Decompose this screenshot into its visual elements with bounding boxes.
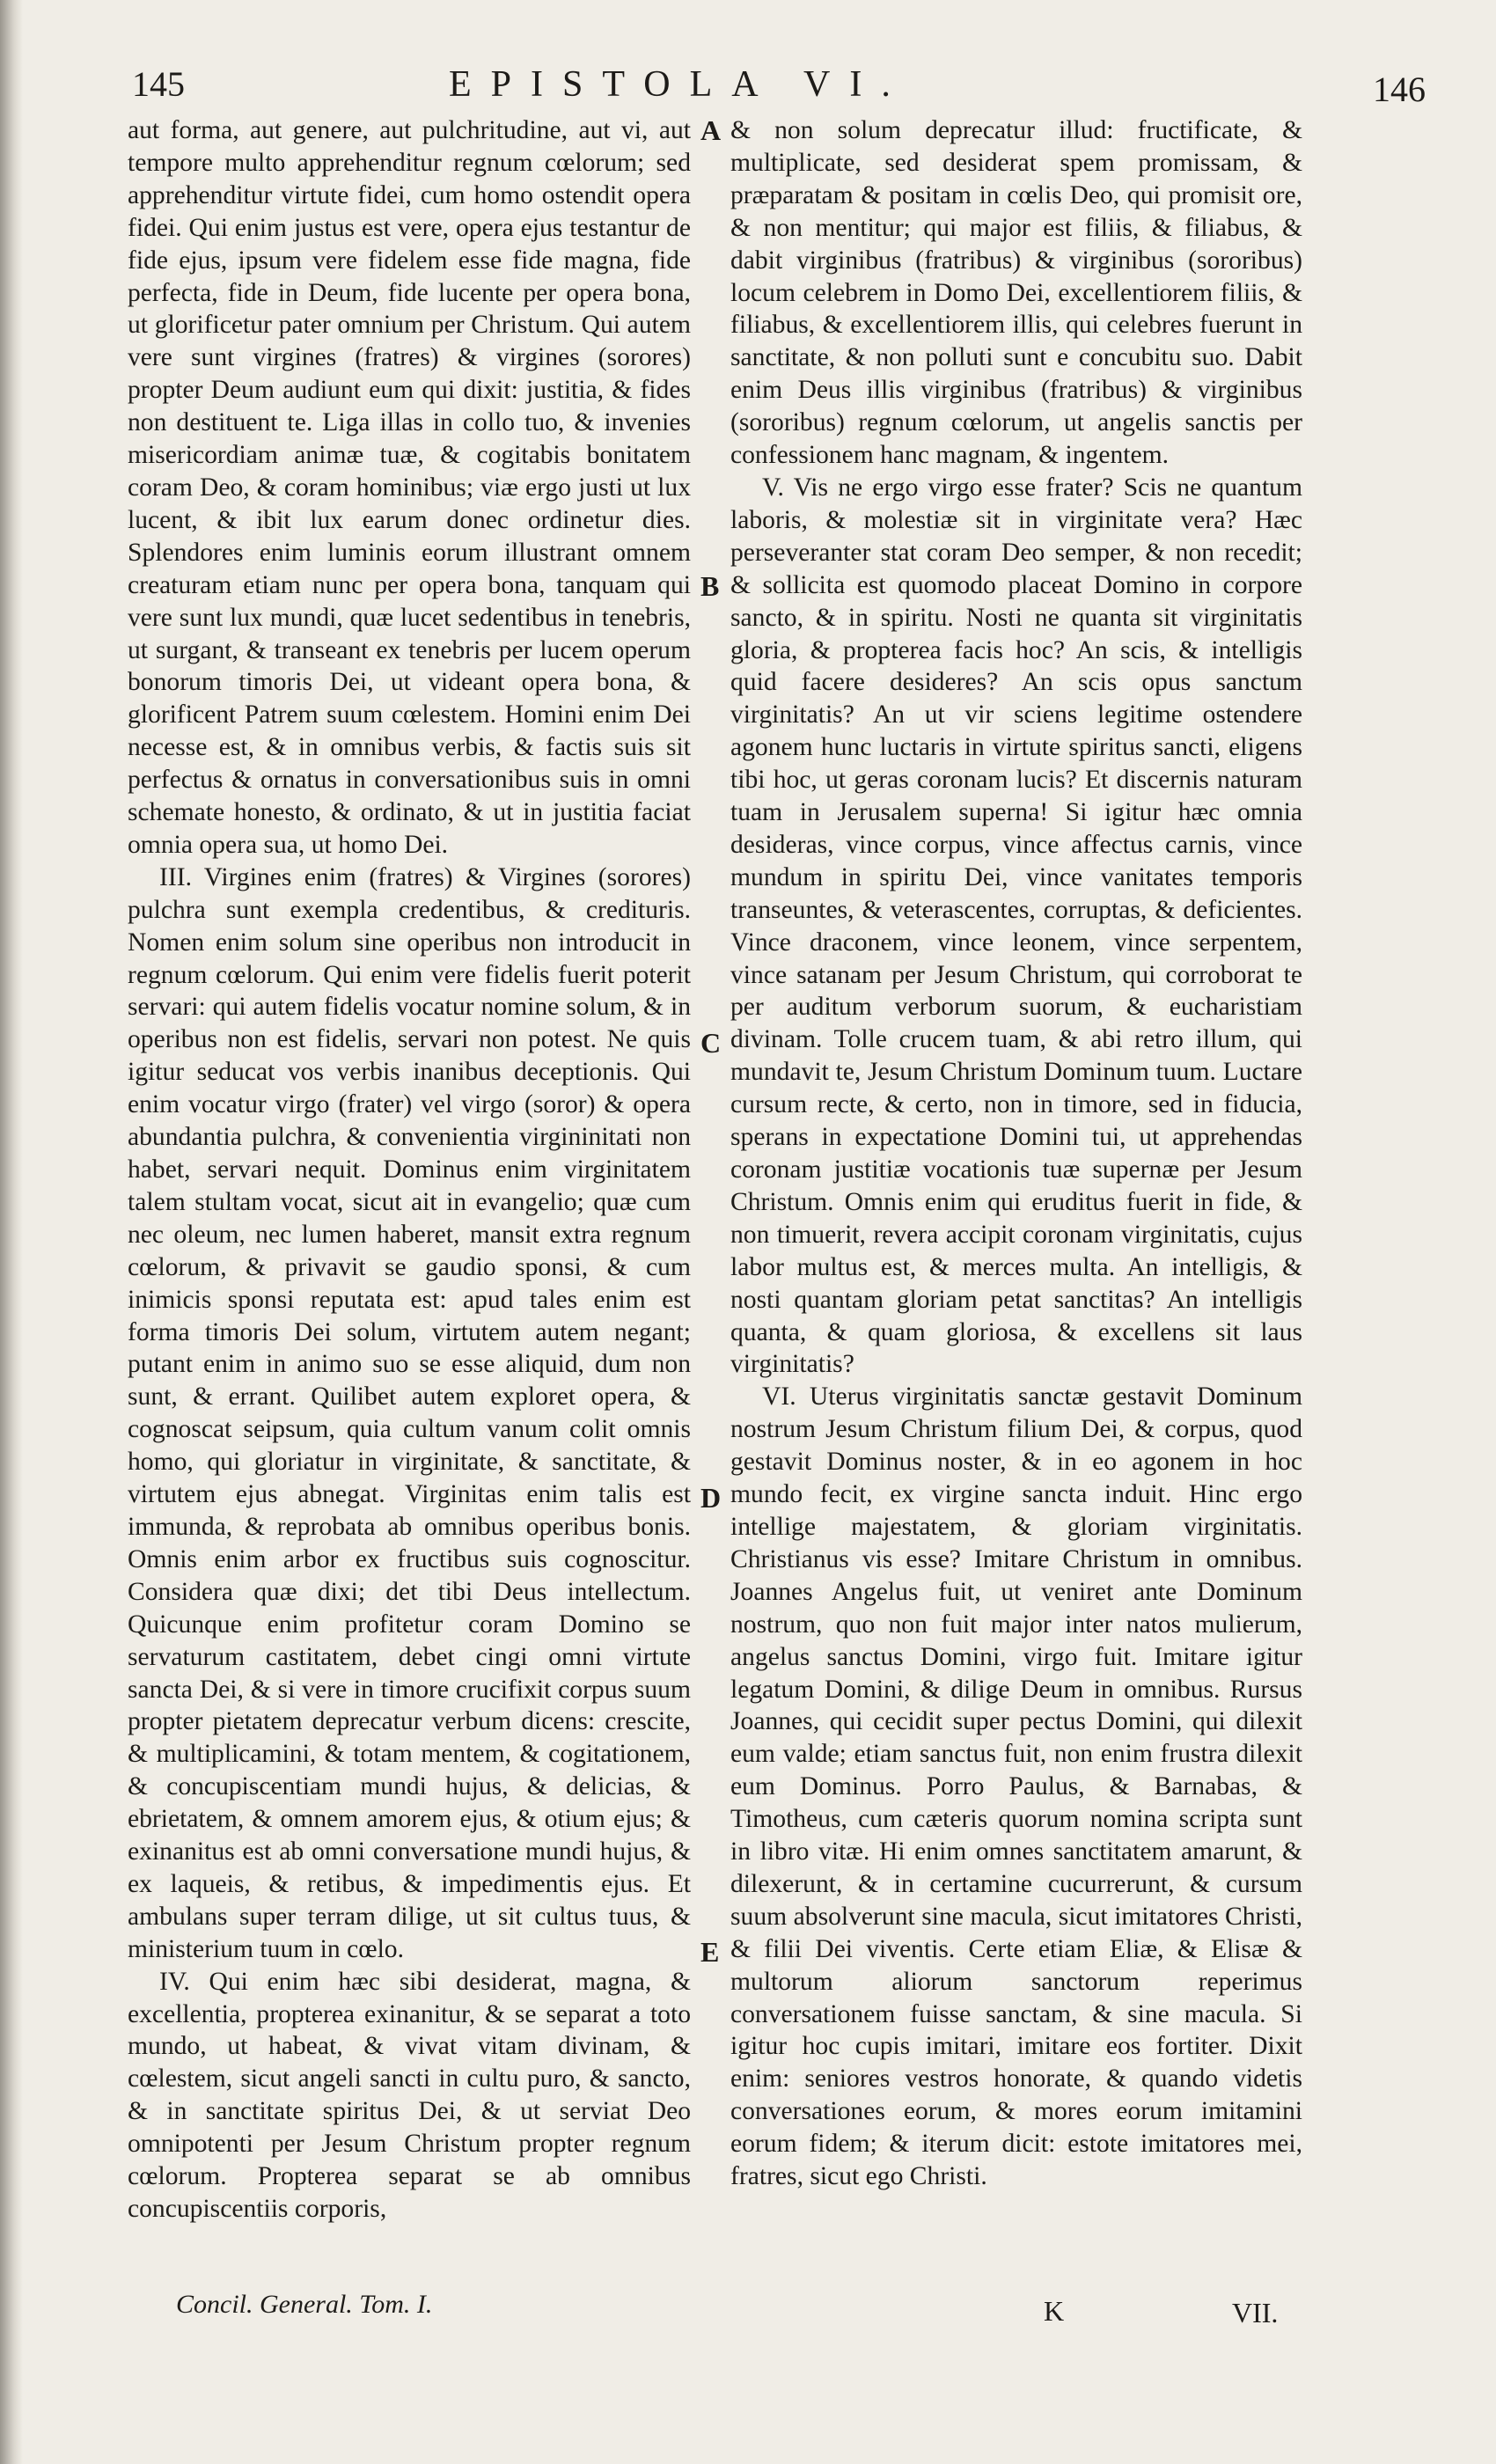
margin-letter-c: C — [700, 1027, 722, 1059]
paragraph-right-2: V. Vis ne ergo virgo esse frater? Scis ne quantum laboris, & molestiæ sit in virginitate vera? Hæc perseveranter stat coram Deo semper, & non recedit; & sollicita est quomodo placeat Domino in corpore sancto, & in spiritu. Nosti ne quanta sit virginitatis gloria, & propterea facis hoc? An scis, & intelligis quid facere desideres? An scis opus sanctum virginitatis? An ut vir sciens legitime ostendere agonem hunc luctaris in virtute spiritus sancti, eligens tibi hoc, ut geras coronam lucis? Et discernis naturam tuam in Jerusalem superna! Si igitur hæc omnia desideras, vince corpus, vince affectus carnis, vince mundum in spiritu Dei, vince vanitates temporis transeuntes, & veterascentes, corruptas, & deficientes. Vince draconem, vince leonem, vince serpentem, vince satanam per Jesum Christum, qui corroborat te per auditum verborum suorum, & eucharistiam divinam. Tolle crucem tuam, & abi retro illum, qui mundavit te, Jesum Christum Dominum tuum. Luctare cursum recte, & certo, non in timore, sed in fiducia, sperans in expectatione Domini tui, ut apprehendas coronam justitiæ vocationis tuæ supernæ per Jesum Christum. Omnis enim qui eruditus fuerit in fide, & non timuerit, revera accipit coronam virginitatis, cujus labor multus est, & merces multa. An intelligis, & nosti quantam gloriam petat sanctitas? An intelligis quanta, & quam gloriosa, & excellens sit laus virginitatis? — [730, 473, 1302, 1379]
paragraph-right-1: & non solum deprecatur illud: fructificate, & multiplicate, sed desiderat spem promissam, & præparatam & positam in cœlis Deo, qui promisit ore, & non mentitur; qui major est filiis, & filiabus, & dabit virginibus (fratribus) & virginibus (sororibus) locum celebrem in Domo Dei, excellentiorem filiis, & filiabus, & excellentiorem illis, qui celebres fuerunt in sanctitate, & non polluti sunt e concubitu suo. Dabit enim Deus illis virginibus (fratribus) & virginibus (sororibus) regnum cœlorum, ut angelis sanctis per confessionem hanc magnam, & ingentem. — [730, 116, 1302, 470]
margin-letter-a: A — [700, 114, 722, 146]
footer-source — [176, 2290, 432, 2320]
page-number-left: 145 — [132, 64, 185, 104]
page-number-right: 146 — [1373, 70, 1426, 109]
margin-letter-d: D — [700, 1482, 722, 1514]
paragraph-right-3: VI. Uterus virginitatis sanctæ gestavit Dominum nostrum Jesum Christum filium Dei, & corpus, quod gestavit Dominus noster, & in eo agonem in hoc mundo fecit, ex virgine sancta induit. Hinc ergo intellige majestatem, & gloriam virginitatis. Christianus vis esse? Imitare Christum in omnibus. Joannes Angelus fuit, ut veniret ante Dominum nostrum, quo non fuit major inter natos mulierum, angelus sanctus Domini, virgo fuit. Imitare igitur legatum Domini, & dilige Deum in omnibus. Rursus Joannes, qui cecidit super pectus Domini, qui dilexit eum valde; etiam sanctus fuit, non enim frustra dilexit eum Dominus. Porro Paulus, & Barnabas, & Timotheus, cum cæteris quorum nomina scripta sunt in libro vitæ. Hi enim omnes sanctitatem amarunt, & dilexerunt, & in certamine cucurrerunt, & cursum suum absolverunt sine macula, sicut imitatores Christi, & filii Dei viventis. Certe etiam Eliæ, & Elisæ & multorum aliorum sanctorum reperimus conversationem fuisse sanctam, & sine macula. Si igitur hoc cupis imitari, imitare eos fortiter. Dixit enim: seniores vestros honorate, & quando videtis conversationes eorum, & mores eorum imitamini eorum fidem; & iterum dicit: estote imitatores mei, fratres, sicut ego Christi. — [730, 1382, 1302, 2191]
paragraph-left-2: III. Virgines enim (fratres) & Virgines (sorores) pulchra sunt exempla credentibus, & credituris. Nomen enim solum sine operibus non introducit in regnum cœlorum. Qui enim vere fidelis fuerit poterit servari: qui autem fidelis vocatur nomine solum, & in operibus non est fidelis, servari non potest. Ne quis igitur seducat vos verbis inanibus deceptionis. Qui enim vocatur virgo (frater) vel virgo (soror) & opera abundantia pulchra, & convenientia virgininitati non habet, servari nequit. Dominus enim virginitatem talem stultam vocat, sicut ait in evangelio; quæ cum nec oleum, nec lumen haberet, mansit extra regnum cœlorum, & privavit se gaudio sponsi, & cum inimicis sponsi reputata est: apud tales enim est forma timoris Dei solum, virtutem autem negant; putant enim in animo suo se esse aliquid, dum non sunt, & errant. Quilibet autem exploret opera, & cognoscat seipsum, quia cultum vanum colit omnis homo, qui gloriatur in virginitate, & sanctitate, & virtutem ejus abnegat. Virginitas enim talis est immunda, & reprobata ab omnibus operibus bonis. Omnis enim arbor ex fructibus suis cognoscitur. Considera quæ dixi; det tibi Deus intellectum. Quicunque enim profitetur coram Domino se servaturum castitatem, debet cingi omni virtute sancta Dei, & si vere in timore crucifixit corpus suum propter pietatem deprecatur verbum dicens: crescite, & multiplicamini, & totam mentem, & cogitationem, & concupiscentiam mundi hujus, & delicias, & ebrietatem, & omnem amorem ejus, & otium ejus; & exinanitus est ab omni conversatione mundi hujus, & ex laqueis, & retibus, & impedimentis ejus. Et ambulans super terram dilige, ut sit cultus tuus, & ministerium tuum in cœlo. — [128, 862, 691, 1963]
catchword: VII. — [1232, 2297, 1279, 2328]
left-column — [128, 114, 691, 2297]
margin-letter-e: E — [700, 1936, 720, 1968]
signature-mark: K — [1044, 2295, 1067, 2327]
right-column — [730, 114, 1302, 2297]
running-head — [123, 63, 1426, 116]
margin-letter-b: B — [700, 570, 720, 602]
footer-source-text: Concil. General. Tom. I. — [176, 2290, 433, 2319]
paragraph-left-3: IV. Qui enim hæc sibi desiderat, magna, & excellentia, propterea exinanitur, & se separat a toto mundo, ut habeat, & vivat vitam divinam, & cœlestem, sicut angeli sancti in cultu puro, & sancto, & in sanctitate spiritus Dei, & ut serviat Deo omnipotenti per Jesum Christum propter regnum cœlorum. Propterea separat se ab omnibus concupiscentiis corporis, — [128, 1967, 691, 2223]
paragraph-left-1: aut forma, aut genere, aut pulchritudine, aut vi, aut tempore multo apprehenditur regnum cœlorum; sed apprehenditur virtute fidei, cum homo ostendit opera fidei. Qui enim justus est vere, opera ejus testantur de fide ejus, ipsum vere fidelem esse fide magna, fide perfecta, fide in Deum, fide lucente per opera bona, ut glorificetur pater omnium per Christum. Qui autem vere sunt virgines (fratres) & virgines (sorores) propter Deum audiunt eum qui dixit: justitia, & fides non destituent te. Liga illas in collo tuo, & invenies misericordiam animæ tuæ, & cogitabis bonitatem coram Deo, & coram hominibus; viæ ergo justi ut lux lucent, & ibit lux earum donec ordinetur dies. Splendores enim luminis eorum illustrant omnem creaturam etiam nunc per opera bona, tanquam qui vere sunt lux mundi, quæ lucet sedentibus in tenebris, ut surgant, & transeant ex tenebris per lucem operum bonorum timoris Dei, ut videant opera bona, & glorificent Patrem suum cœlestem. Homini enim Dei necesse est, & in omnibus verbis, & factis suis sit perfectus & ornatus in conversationibus suis in omni schemate honesto, & ordinato, & ut in justitia faciat omnia opera sua, ut homo Dei. — [128, 116, 691, 859]
page-title: EPISTOLA VI. — [449, 64, 910, 105]
